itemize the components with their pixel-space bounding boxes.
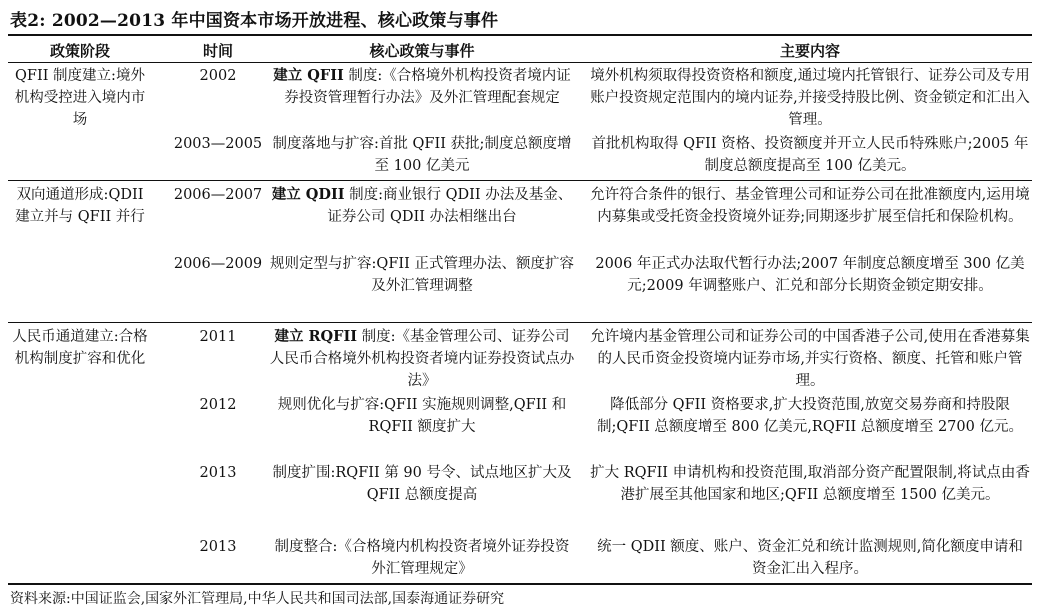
row-policy <box>268 133 576 177</box>
header-rule <box>8 62 1032 63</box>
policy-text: 规则优化与扩容:QFII 实施规则调整,QFII 和 RQFII 额度扩大 <box>277 397 567 435</box>
row-content: 扩大 RQFII 申请机构和投资范围,取消部分资产配置限制,将试点由香港扩展至其他国家和地区;QFII 总额度增至 1500 亿美元。 <box>590 465 1030 503</box>
row-time: 2013 <box>199 465 237 481</box>
table-title: 表2: 2002—2013 年中国资本市场开放进程、核心政策与事件 <box>10 11 499 31</box>
row-time: 2011 <box>199 329 237 345</box>
row-time: 2003—2005 <box>173 136 263 152</box>
header-content: 主要内容 <box>779 42 840 60</box>
row-content: 2006 年正式办法取代暂行办法;2007 年制度总额度增至 300 亿美元;2009 年调整账户、汇兑和部分长期资金锁定期安排。 <box>595 256 1025 294</box>
table-bottom-rule <box>8 583 1032 585</box>
row-policy <box>268 462 576 506</box>
row-time: 2013 <box>199 539 237 555</box>
policy-keyword: 建立 QDII <box>271 186 345 203</box>
header-stage: 政策阶段 <box>49 42 110 60</box>
row-time: 2006—2009 <box>173 256 263 272</box>
row-content: 统一 QDII 额度、账户、资金汇兑和统计监测规则,简化额度申请和资金汇出入程序。 <box>597 539 1023 577</box>
row-content: 首批机构取得 QFII 资格、投资额度并开立人民币特殊账户;2005 年制度总额度提高至 100 亿美元。 <box>591 136 1029 174</box>
row-policy <box>268 253 576 297</box>
policy-text: 制度扩围:RQFII 第 90 号令、试点地区扩大及 QFII 总额度提高 <box>272 465 572 503</box>
row-time: 2012 <box>199 397 237 413</box>
row-time: 2006—2007 <box>173 187 263 203</box>
row-content: 允许境内基金管理公司和证券公司的中国香港子公司,使用在香港募集的人民币资金投资境内证券市场,并实行资格、额度、托管和账户管理。 <box>590 329 1030 389</box>
header-time: 时间 <box>202 42 233 60</box>
policy-keyword: 建立 QFII <box>273 67 344 84</box>
row-policy <box>268 394 576 438</box>
group-divider-2 <box>8 322 1032 323</box>
policy-text: 制度:《基金管理公司、证券公司人民币合格境外机构投资者境内证券投资试点办法》 <box>269 329 575 389</box>
policy-text: 制度:《合格境外机构投资者境内证券投资管理暂行办法》及外汇管理配套规定 <box>284 68 571 106</box>
row-content: 降低部分 QFII 资格要求,扩大投资范围,放宽交易券商和持股限制;QFII 总额度增至 800 亿美元,RQFII 总额度增至 2700 亿元。 <box>597 397 1023 435</box>
policy-keyword: 建立 RQFII <box>274 328 358 345</box>
policy-text: 制度:商业银行 QDII 办法及基金、证券公司 QDII 办法相继出台 <box>327 187 573 225</box>
row-content: 境外机构须取得投资资格和额度,通过境内托管银行、证券公司及专用账户投资规定范围内的境内证券,并接受持股比例、资金锁定和汇出入管理。 <box>590 68 1030 128</box>
stage-rqfii: 人民币通道建立:合格机构制度扩容和优化 <box>12 329 148 367</box>
header-policy: 核心政策与事件 <box>369 42 475 60</box>
row-policy <box>268 184 576 228</box>
row-policy <box>268 65 576 109</box>
row-policy <box>268 536 576 580</box>
source-note: 资料来源:中国证监会,国家外汇管理局,中华人民共和国司法部,国泰海通证券研究 <box>10 591 505 607</box>
group-divider-1 <box>8 180 1032 181</box>
stage-qdii: 双向通道形成:QDII 建立并与 QFII 并行 <box>15 187 145 225</box>
row-content: 允许符合条件的银行、基金管理公司和证券公司在批准额度内,运用境内募集或受托资金投资境外证券;同期逐步扩展至信托和保险机构。 <box>590 187 1030 225</box>
stage-qfii: QFII 制度建立:境外机构受控进入境内市场 <box>14 68 146 128</box>
row-time: 2002 <box>199 68 237 84</box>
table-top-rule <box>8 34 1032 36</box>
policy-text: 制度落地与扩容:首批 QFII 获批;制度总额度增至 100 亿美元 <box>272 136 572 174</box>
policy-text: 规则定型与扩容:QFII 正式管理办法、额度扩容及外汇管理调整 <box>270 256 574 294</box>
policy-text: 制度整合:《合格境内机构投资者境外证券投资外汇管理规定》 <box>274 539 570 577</box>
row-policy <box>268 326 576 392</box>
